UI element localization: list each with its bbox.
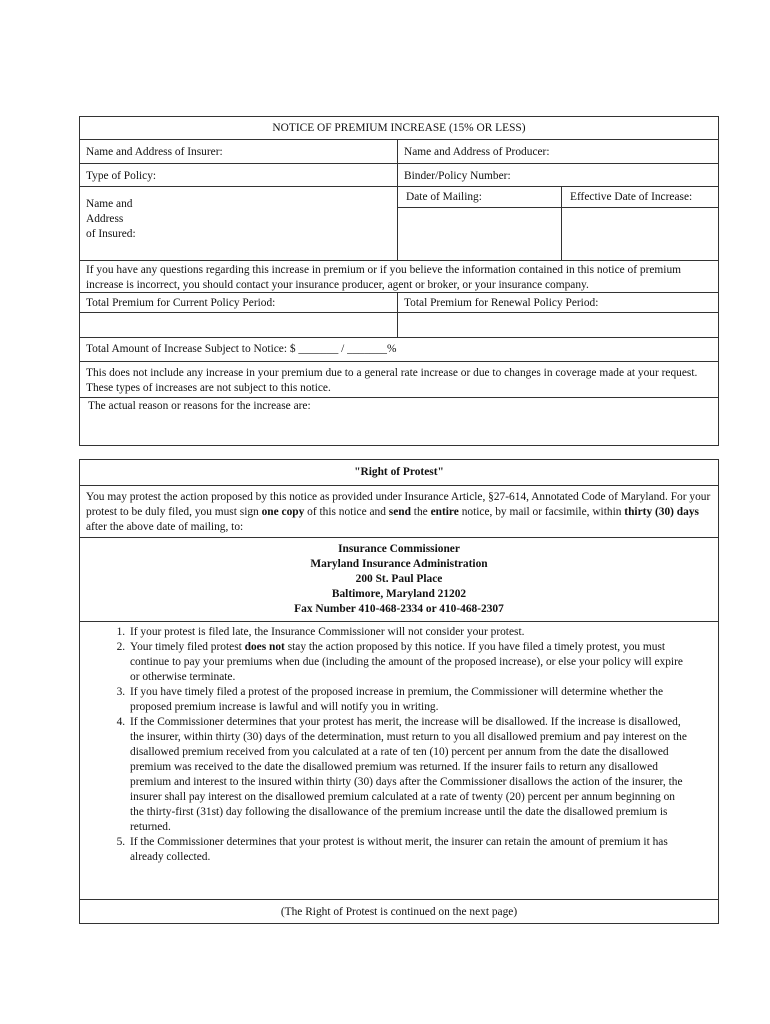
protest-item-2: 2. Your timely filed protest does not stay the action proposed by this notice. If you have filed a timely protest, you must continue to pay your premiums when due (including the amount of the proposed increase), or else your policy will expire or otherwise terminate. — [128, 640, 688, 685]
protest-item-4: 4. If the Commissioner determines that your protest has merit, the increase will be disallowed. If the increase is disallowed, the insurer, within thirty (30) days of the determination, must return to you all disallowed premium and pay interest on the disallowed premium received from you calculated at a rate of ten (10) percent per annum from the date the disallowed premium was received to the date the disallowed premium was returned. If the insurer fails to return any disallowed premium and interest to the insured within thirty (30) days after the Commissioner disallows the action of the insurer, the insurer shall pay interest on the disallowed premium calculated at a rate of twenty (20) percent per annum beginning on the thirty-first (31st) day following the disallowance of the premium increase until the date the disallowed premium is returned. — [128, 715, 688, 835]
policy-type-row — [80, 163, 718, 186]
total-renewal-input[interactable] — [397, 313, 718, 337]
notice-title: NOTICE OF PREMIUM INCREASE (15% OR LESS) — [272, 122, 526, 134]
insurer-producer-row — [80, 139, 718, 163]
total-premium-labels-row — [80, 292, 718, 312]
effective-date-label: Effective Date of Increase: — [562, 187, 718, 208]
protest-list — [80, 625, 688, 865]
total-current-input[interactable] — [80, 313, 397, 337]
binder-policy-number-field[interactable]: Binder/Policy Number: — [397, 164, 718, 186]
commissioner-address: Insurance Commissioner Maryland Insurance Administration 200 St. Paul Place Baltimore, Maryland 21202 Fax Number 410-468-2334 or 410-468-2307 — [80, 537, 718, 621]
total-increase-row[interactable]: Total Amount of Increase Subject to Notice: $ _______ / _______% — [80, 337, 718, 361]
protest-intro: You may protest the action proposed by this notice as provided under Insurance Article, §27-614, Annotated Code of Maryland. For your protest to be duly filed, you must sign one copy of this notice and send the entire notice, by mail or facsimile, within thirty (30) days after the above date of mailing, to: — [80, 485, 718, 537]
questions-notice: If you have any questions regarding this increase in premium or if you believe the information contained in this notice of premium increase is incorrect, you should contact your insurance producer, agent or broker, or your insurance company. — [80, 260, 718, 292]
total-current-label: Total Premium for Current Policy Period: — [86, 297, 276, 309]
type-of-policy-field[interactable]: Type of Policy: — [86, 170, 157, 182]
reason-field[interactable]: The actual reason or reasons for the increase are: — [80, 397, 718, 443]
insurer-name-address-field[interactable]: Name and Address of Insurer: — [86, 146, 223, 158]
insured-row — [80, 186, 718, 260]
total-premium-values-row — [80, 312, 718, 337]
right-of-protest — [79, 459, 719, 924]
continued-note: (The Right of Protest is continued on the next page) — [80, 899, 718, 923]
protest-item-5: 5. If the Commissioner determines that your protest is without merit, the insurer can retain the amount of premium it has already collected. — [128, 835, 688, 865]
insured-name-address-field[interactable]: Name and Address of Insured: — [86, 198, 136, 240]
general-rate-notice: This does not include any increase in your premium due to a general rate increase or due to changes in coverage made at your request. These types of increases are not subject to this notice. — [80, 361, 718, 397]
protest-items — [80, 621, 718, 899]
date-of-mailing-field[interactable] — [397, 187, 561, 260]
protest-item-1: 1. If your protest is filed late, the Insurance Commissioner will not consider your protest. — [128, 625, 688, 640]
protest-title: "Right of Protest" — [354, 466, 444, 478]
effective-date-field[interactable] — [561, 187, 718, 260]
producer-name-address-field[interactable]: Name and Address of Producer: — [397, 140, 718, 163]
total-renewal-label: Total Premium for Renewal Policy Period: — [397, 293, 718, 312]
protest-item-3: 3. If you have timely filed a protest of the proposed increase in premium, the Commissioner will determine whether the proposed premium increase is lawful and will notify you in writing. — [128, 685, 688, 715]
date-of-mailing-label: Date of Mailing: — [398, 187, 561, 208]
notice-form — [79, 116, 719, 446]
